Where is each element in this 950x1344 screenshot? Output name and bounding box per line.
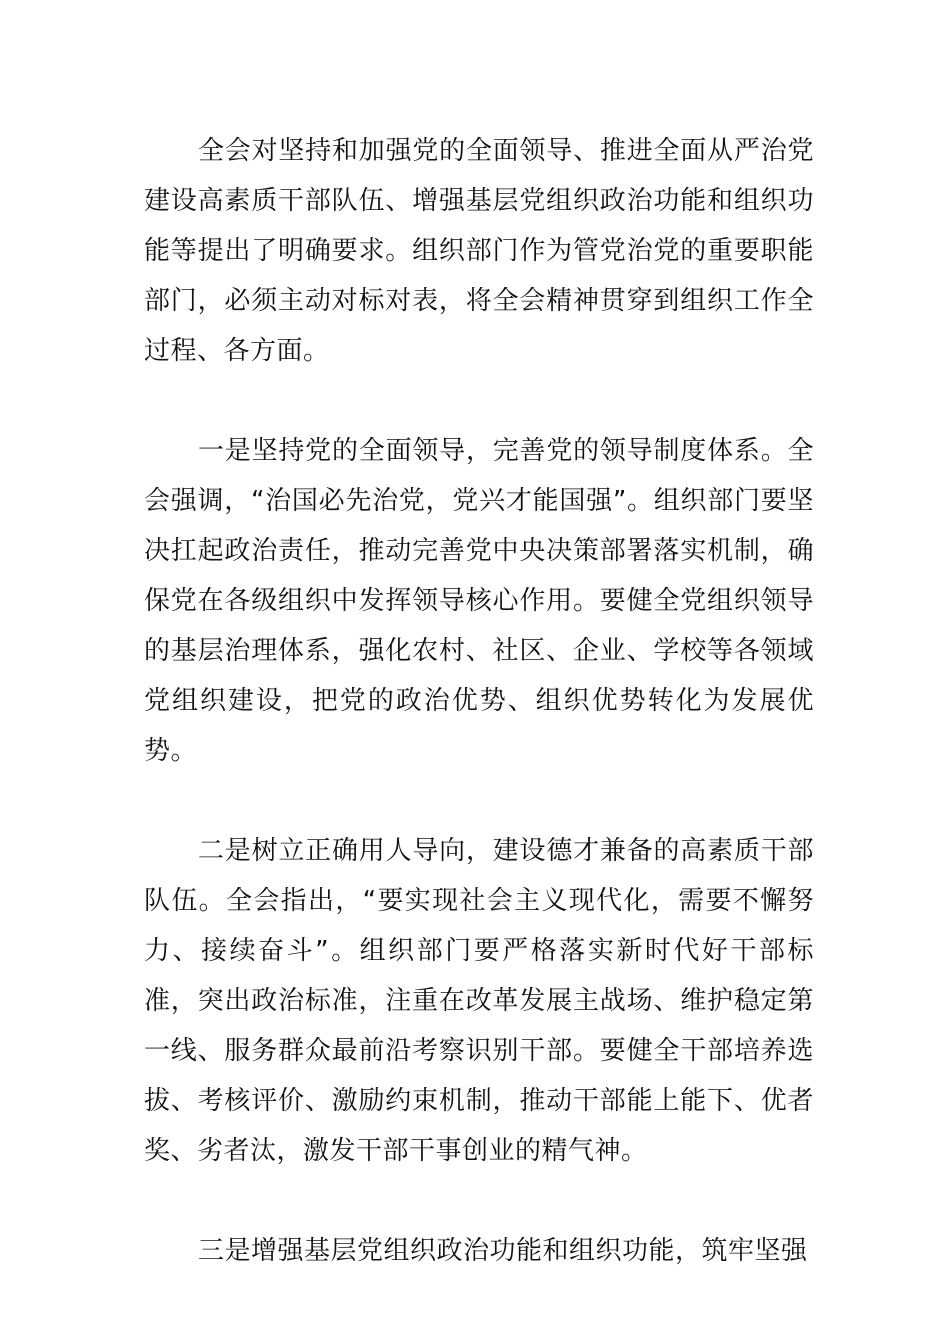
document-body <box>144 126 814 1326</box>
paragraph-intro: 全会对坚持和加强党的全面领导、推进全面从严治党建设高素质干部队伍、增强基层党组织政治功能和组织功能等提出了明确要求。组织部门作为管党治党的重要职能部门，必须主动对标对表，将全会精神贯穿到组织工作全过程、各方面。 <box>144 136 814 366</box>
paragraph-point-one: 一是坚持党的全面领导，完善党的领导制度体系。全会强调，“治国必先治党，党兴才能国强”。组织部门要坚决扛起政治责任，推动完善党中央决策部署落实机制，确保党在各级组织中发挥领导核心作用。要健全党组织领导的基层治理体系，强化农村、社区、企业、学校等各领域党组织建设，把党的政治优势、组织优势转化为发展优势。 <box>144 436 814 766</box>
paragraph-point-two: 二是树立正确用人导向，建设德才兼备的高素质干部队伍。全会指出，“要实现社会主义现代化，需要不懈努力、接续奋斗”。组织部门要严格落实新时代好干部标准，突出政治标准，注重在改革发展主战场、维护稳定第一线、服务群众最前沿考察识别干部。要健全干部培养选拔、考核评价、激励约束机制，推动干部能上能下、优者奖、劣者汰，激发干部干事创业的精气神。 <box>144 836 814 1166</box>
paragraph-point-three: 三是增强基层党组织政治功能和组织功能，筑牢坚强 <box>198 1236 808 1266</box>
